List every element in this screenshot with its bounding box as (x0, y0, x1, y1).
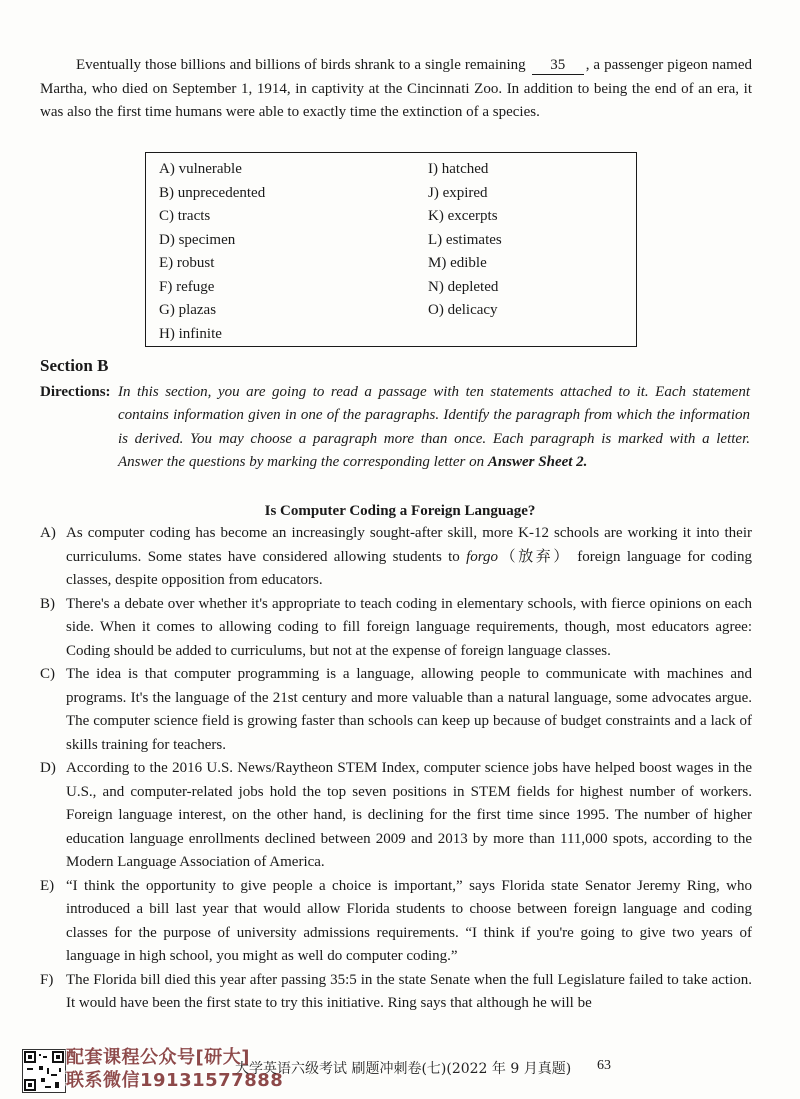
option-g: G) plazas (159, 302, 217, 318)
qr-code-icon (22, 1049, 66, 1093)
directions-body (118, 381, 750, 474)
paragraph-letter: E) (40, 877, 55, 894)
option-k: K) excerpts (428, 208, 498, 224)
paragraph-letter: C) (40, 666, 55, 682)
paragraph-e-text: “I think the opportunity to give people a choice is important,” says Florida state Senator Jeremy Ring, who introduced a bill last year that would allow Florida students to choose between foreign language and coding classes for the purpose of university admissions requirements. “I think if you're going to give two years of language in high school, you might as well do computer coding.” (66, 877, 752, 964)
paragraph-e (40, 875, 752, 969)
paragraph-f (40, 969, 752, 1016)
paragraph-letter: A) (40, 525, 56, 541)
paragraph-c (40, 663, 752, 757)
section-title: Section B (40, 356, 109, 375)
option-h: H) infinite (159, 325, 222, 342)
option-c: C) tracts (159, 208, 211, 224)
paragraph-letter: D) (40, 760, 56, 776)
option-i: I) hatched (428, 161, 489, 177)
directions-label: Directions: (40, 384, 111, 400)
option-f: F) refuge (159, 278, 215, 295)
option-e: E) robust (159, 255, 215, 271)
paragraph-d (40, 757, 752, 875)
option-l: L) estimates (428, 231, 502, 248)
intro-text-after: , a passenger pigeon named Martha, who died on September 1, 1914, in captivity at the Cincinnati Zoo. In addition to being the end of an era, it was also the first time humans were able to exactly time the extinction of a species. (40, 57, 753, 120)
intro-text-before: Eventually those billions and billions of birds shrank to a single remaining (76, 57, 526, 73)
page-number: 63 (597, 1058, 611, 1073)
paragraph-d-text: According to the 2016 U.S. News/Raytheon STEM Index, computer science jobs have helped boost wages in the U.S., and computer-related jobs hold the top seven positions in STEM fields for highest number of workers. Foreign language interest, on the other hand, is declining for the first time since 1995. The number of higher education language enrollments declined between 2009 and 2013 by more than 111,000 spots, according to the Modern Language Association of America. (66, 760, 752, 870)
word-bank-box (145, 152, 637, 347)
option-b: B) unprecedented (159, 184, 266, 201)
paragraph-letter: B) (40, 595, 55, 612)
option-o: O) delicacy (428, 302, 498, 318)
passage-body (40, 522, 752, 1016)
option-m: M) edible (428, 255, 487, 271)
blank-35: 35 (532, 57, 584, 75)
directions-text: In this section, you are going to read a passage with ten statements attached to it. Each statement contains information given in one of the paragraphs. Identify the paragraph from which the information is derived. You may choose a paragraph more than once. Each paragraph is marked with a letter. Answer the questions by marking the corresponding letter on (118, 384, 750, 470)
paragraph-a (40, 522, 752, 593)
running-footer: 大学英语六级考试 刷题冲刺卷(七)(2022 年 9 月真题) (235, 1061, 572, 1077)
paragraph-a-text-2: （放弃） foreign language for coding classes, despite opposition from educators. (66, 548, 752, 588)
paragraph-c-text: The idea is that computer programming is a language, allowing people to communicate with machines and programs. It's the language of the 21st century and more valuable than a natural language, some advocates argue. The computer science field is growing faster than schools can keep up because of budget constraints and a lack of skills training for teachers. (66, 666, 752, 753)
paragraph-a-italic: forgo (466, 548, 499, 565)
passage-title: Is Computer Coding a Foreign Language? (264, 503, 536, 519)
directions (40, 381, 750, 474)
option-a: A) vulnerable (159, 161, 242, 177)
watermark-line-1: 配套课程公众号[研大] (66, 1047, 250, 1068)
paragraph-letter: F) (40, 971, 54, 988)
option-d: D) specimen (159, 231, 236, 248)
option-j: J) expired (428, 184, 488, 201)
paragraph-f-text: The Florida bill died this year after passing 35:5 in the state Senate when the full Legislature failed to take action. It would have been the first state to try this initiative. Ring says that although he will be (66, 971, 752, 1011)
answer-sheet-label: Answer Sheet 2. (487, 453, 588, 470)
intro-paragraph (40, 54, 752, 125)
paragraph-b-text: There's a debate over whether it's appropriate to teach coding in elementary schools, with fierce opinions on each side. When it comes to allowing coding to fill foreign language requirements, though, most educators agree: Coding should be added to curriculums, but not at the expense of foreign language classes. (66, 595, 752, 659)
paragraph-a-text-1: As computer coding has become an increasingly sought-after skill, more K-12 schools are working it into their curriculums. Some states have considered allowing students to (66, 525, 752, 565)
paragraph-b (40, 593, 752, 664)
option-n: N) depleted (428, 278, 499, 295)
watermark-line-2: 联系微信19131577888 (66, 1070, 284, 1091)
